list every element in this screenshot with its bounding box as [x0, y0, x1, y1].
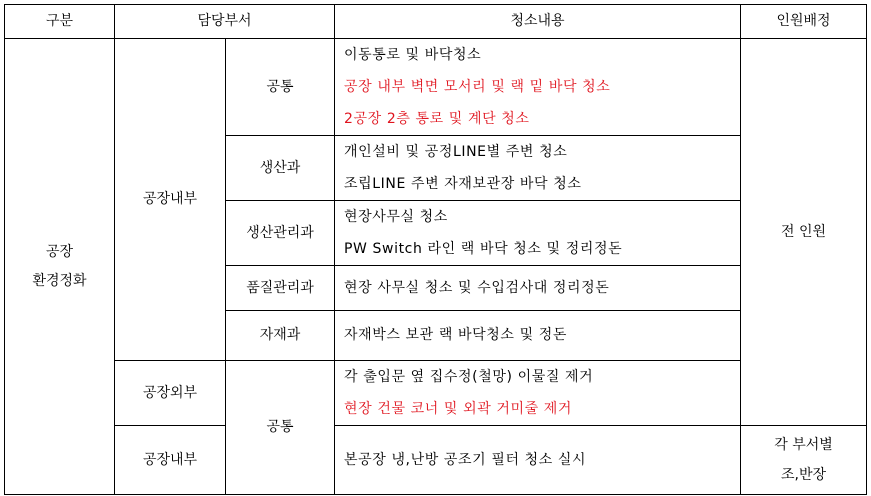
area-outside: 공장외부	[115, 361, 226, 426]
area-inside: 공장내부	[115, 39, 226, 361]
task-line: 현장사무실 청소	[344, 209, 448, 225]
task-line-highlight: 공장 내부 벽면 모서리 및 랙 밑 바닥 청소	[344, 79, 611, 95]
table-row	[5, 39, 867, 136]
task-line: 조립LINE 주변 자재보관장 바닥 청소	[344, 176, 582, 192]
dept-production-mgmt: 생산관리과	[226, 201, 335, 266]
header-row	[5, 5, 867, 39]
area-inside2: 공장내부	[115, 426, 226, 495]
header-department: 담당부서	[115, 5, 335, 39]
tasks-production	[335, 136, 741, 201]
tasks-materials	[335, 311, 741, 361]
task-line: 이동통로 및 바닥청소	[344, 47, 482, 63]
dept-materials: 자재과	[226, 311, 335, 361]
tasks-inside2	[335, 426, 741, 495]
task-line-highlight: 현장 건물 코너 및 외곽 거미줄 제거	[344, 401, 573, 417]
tasks-production-mgmt	[335, 201, 741, 266]
task-line: 현장 사무실 청소 및 수입검사대 정리정돈	[344, 280, 610, 296]
staffing-dept	[741, 426, 867, 495]
header-category: 구분	[5, 5, 115, 39]
header-content: 청소내용	[335, 5, 741, 39]
category-cell	[5, 39, 115, 495]
dept-common: 공통	[226, 39, 335, 136]
tasks-outside	[335, 361, 741, 426]
staffing-dept-line2: 조,반장	[781, 467, 827, 483]
category-line2: 환경정화	[32, 272, 87, 289]
task-line: 자재박스 보관 랙 바닥청소 및 정돈	[344, 327, 568, 343]
tasks-common	[335, 39, 741, 136]
table-row	[5, 361, 867, 426]
task-line: 본공장 냉,난방 공조기 필터 청소 실시	[344, 452, 587, 468]
task-line: PW Switch 라인 랙 바닥 청소 및 정리정돈	[344, 241, 623, 257]
task-line: 각 출입문 옆 집수정(철망) 이물질 제거	[344, 369, 594, 385]
staffing-dept-line1: 각 부서별	[774, 437, 833, 453]
task-line-highlight: 2공장 2층 통로 및 계단 청소	[344, 111, 530, 127]
header-staffing: 인원배정	[741, 5, 867, 39]
cleaning-schedule-table	[4, 4, 867, 495]
dept-production: 생산과	[226, 136, 335, 201]
dept-common2: 공통	[226, 361, 335, 495]
dept-quality-mgmt: 품질관리과	[226, 266, 335, 311]
staffing-all: 전 인원	[741, 39, 867, 426]
category-line1: 공장	[45, 243, 74, 260]
tasks-quality-mgmt	[335, 266, 741, 311]
task-line: 개인설비 및 공정LINE별 주변 청소	[344, 144, 568, 160]
